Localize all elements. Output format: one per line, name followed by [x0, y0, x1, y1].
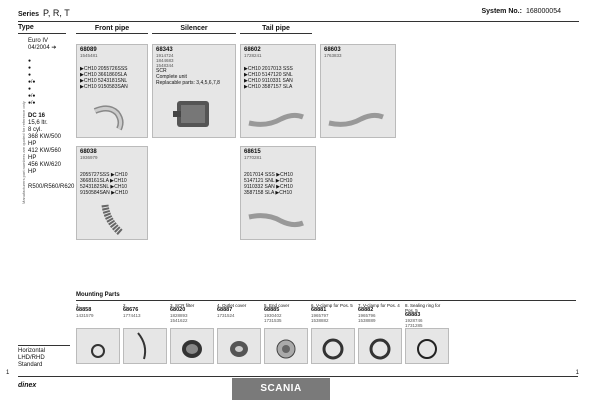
mount-image-box: [170, 328, 214, 364]
engine-power-3: 456 KW/620 HP: [28, 162, 62, 175]
part-number: 68882: [358, 307, 374, 313]
series-value: P, R, T: [43, 8, 70, 18]
dinex-logo: dinex: [18, 382, 37, 389]
cross-ref: 9110332 SAN ▶CH10: [244, 184, 293, 190]
part-number: 68089: [80, 47, 97, 53]
oe-number: 1728241: [244, 53, 262, 58]
part-number: 68885: [264, 307, 280, 313]
mounting-item[interactable]: [405, 303, 449, 363]
mount-label: 8. Sealing ring for Pos. 5: [405, 303, 441, 313]
front-pipe-image: [91, 103, 135, 133]
spec-icon-6: ●/●: [28, 93, 36, 99]
spec-icon-3: ●: [28, 72, 32, 78]
mounting-item[interactable]: [217, 303, 261, 363]
series-header: [18, 8, 70, 18]
engine-specs: [28, 113, 70, 176]
scr-filter-image: [171, 329, 213, 363]
bracket-image: [124, 329, 166, 363]
type-label: Type: [18, 24, 66, 34]
spec-icon-1: ●: [28, 58, 32, 64]
mount-image-box: [76, 328, 120, 364]
mount-label: 7. V-clamp for Pos. 4: [358, 303, 400, 308]
spec-icon-5: ●: [28, 86, 32, 92]
v-clamp-image: [359, 329, 401, 363]
install-info: [18, 348, 45, 369]
bottom-rule: [18, 376, 578, 377]
mount-image-box: [264, 328, 308, 364]
part-card[interactable]: [152, 44, 236, 138]
oe-number: 1936979: [80, 155, 98, 160]
mount-image-box: [311, 328, 355, 364]
cross-ref: 9150584SAN ▶CH10: [80, 190, 128, 196]
flex-pipe-image: [97, 201, 131, 237]
mount-label: 1.: [76, 303, 80, 308]
sealing-ring-image: [406, 329, 448, 363]
footer-divider: [18, 345, 70, 346]
info-line: Replacable parts: 3,4,5,6,7,8: [156, 80, 220, 86]
oe-number: 1928746 1731285: [405, 318, 423, 328]
page-number: 1: [575, 370, 579, 376]
part-card[interactable]: [320, 44, 396, 138]
silencer-info: [156, 68, 232, 86]
column-front-pipe: Front pipe: [94, 25, 130, 32]
install-orientation: Horizontal: [18, 348, 46, 354]
part-card[interactable]: [76, 44, 148, 138]
make-banner: SCANIA: [232, 378, 330, 400]
cross-ref-list: [244, 172, 312, 196]
engine-type: DC 16: [28, 113, 46, 119]
mount-image-box: [358, 328, 402, 364]
series-label: Series: [18, 11, 40, 18]
spec-icon-7: ●/●: [28, 100, 36, 106]
info-line: Complete unit: [156, 74, 187, 80]
date-range: 04/2004 ➔: [28, 45, 57, 51]
mounting-item[interactable]: [311, 303, 355, 363]
engine-power-1: 368 KW/500 HP: [28, 134, 62, 147]
oe-number: 1431579: [76, 313, 94, 318]
engine-power-2: 412 KW/560 HP: [28, 148, 62, 161]
oe-number: 1770281: [244, 155, 262, 160]
v-clamp-image: [312, 329, 354, 363]
cross-ref: ▶CH10 5243181SNL: [80, 78, 128, 84]
tail-pipe-image: [327, 107, 387, 131]
cross-ref: ▶CH10 3661860SLA: [80, 72, 127, 78]
cross-ref-list: [80, 172, 144, 196]
oe-number: 1763833: [324, 53, 342, 58]
mounting-item[interactable]: [264, 303, 308, 363]
cross-ref: ▶CH10 5147120 SNL: [244, 72, 293, 78]
column-tail-pipe: Tail pipe: [262, 25, 290, 32]
clamp-image: [77, 329, 119, 363]
mounting-item[interactable]: [76, 303, 120, 363]
mount-image-box: [217, 328, 261, 364]
front-divider: [76, 33, 148, 34]
page-number-left: 1: [6, 370, 10, 376]
engine-cylinders: 8 cyl.: [28, 127, 43, 133]
mounting-item[interactable]: [170, 303, 214, 363]
cross-ref: 3668161SLA ▶CH10: [80, 178, 127, 184]
spec-icon-2: ●: [28, 65, 32, 71]
outlet-cover-image: [218, 329, 260, 363]
part-number: 68602: [244, 47, 261, 53]
mount-label: 5. End cover: [264, 303, 290, 308]
mount-label: 2.: [123, 303, 127, 308]
model-list: R500/R560/R620: [28, 184, 75, 190]
install-standard: Standard: [18, 362, 43, 368]
mount-label: 4. Outlet cover: [217, 303, 247, 308]
mount-label: 6. V-clamp for Pos. 5: [311, 303, 353, 308]
cross-ref: ▶CH10 3587157 SLA: [244, 84, 293, 90]
cross-ref: 5147121 SNL ▶CH10: [244, 178, 293, 184]
part-card[interactable]: [240, 146, 316, 240]
tail-pipe-image: [247, 209, 307, 233]
oe-number: 1548344: [156, 63, 174, 68]
cross-ref: 2055727SSS ▶CH10: [80, 172, 128, 178]
euro-class: Euro IV: [28, 38, 49, 44]
end-cover-image: [265, 329, 307, 363]
tail-divider: [240, 33, 312, 34]
oe-number: 1545481: [80, 53, 98, 58]
cross-ref: ▶CH10 2017013 SSS: [244, 66, 293, 72]
part-card[interactable]: [240, 44, 316, 138]
system-label: System No.:: [481, 8, 522, 15]
oe-number: 1965796 1538889: [358, 313, 376, 323]
cross-ref-list: [244, 66, 312, 90]
silencer-image: [171, 93, 217, 133]
column-silencer: Silencer: [180, 25, 208, 32]
mounting-divider: [76, 300, 576, 301]
part-number: 68615: [244, 149, 261, 155]
part-number: 68038: [80, 149, 97, 155]
mounting-item[interactable]: [123, 303, 167, 363]
part-number: 68881: [311, 307, 327, 313]
part-card[interactable]: [76, 146, 148, 240]
oe-number: 1731524: [217, 313, 235, 318]
tail-pipe-image: [247, 107, 307, 131]
part-number: 68858: [76, 307, 92, 313]
oe-number: 1930402 1731535: [264, 313, 282, 323]
silencer-divider: [152, 33, 236, 34]
mount-label: 3. SCR filter: [170, 303, 195, 308]
cross-ref: ▶CH10 2055726SSS: [80, 66, 128, 72]
mounting-parts-title: Mounting Parts: [76, 292, 120, 298]
cross-ref: 3587158 SLA ▶CH10: [244, 190, 293, 196]
system-value: 168000054: [525, 8, 561, 15]
oe-number: 1844683: [156, 58, 174, 63]
info-line: SCR: [156, 68, 167, 74]
spec-icons: [28, 58, 70, 107]
oe-number: 1914724: [156, 53, 174, 58]
mount-image-box: [405, 328, 449, 364]
install-drive: LHD/RHD: [18, 355, 45, 361]
part-number: 68883: [405, 312, 421, 318]
oe-number: 1965797 1538882: [311, 313, 329, 323]
part-number: 68343: [156, 47, 173, 53]
cross-ref-list: [80, 66, 144, 90]
spec-icon-4: ●/●: [28, 79, 36, 85]
sidebar: [18, 24, 75, 374]
header-divider: [18, 21, 579, 22]
reference-note: [20, 54, 30, 354]
part-number: 68887: [217, 307, 233, 313]
part-number: 68603: [324, 47, 341, 53]
cross-ref: ▶CH10 9150583SAN: [80, 84, 128, 90]
part-number: 68676: [123, 307, 139, 313]
system-number: [481, 8, 561, 15]
oe-number: 1774413: [123, 313, 141, 318]
oe-number: 1828893 1541622: [170, 313, 188, 323]
reference-note-text: Manufacturers part numbers are quoted for reference only: [21, 101, 26, 204]
cross-ref: 5243182SNL ▶CH10: [80, 184, 128, 190]
cross-ref: ▶CH10 9110331 SAN: [244, 78, 293, 84]
engine-volume: 15,6 ltr.: [28, 120, 48, 126]
mount-image-box: [123, 328, 167, 364]
mounting-item[interactable]: [358, 303, 402, 363]
part-number: 68020: [170, 307, 186, 313]
cross-ref: 2017014 SSS ▶CH10: [244, 172, 293, 178]
